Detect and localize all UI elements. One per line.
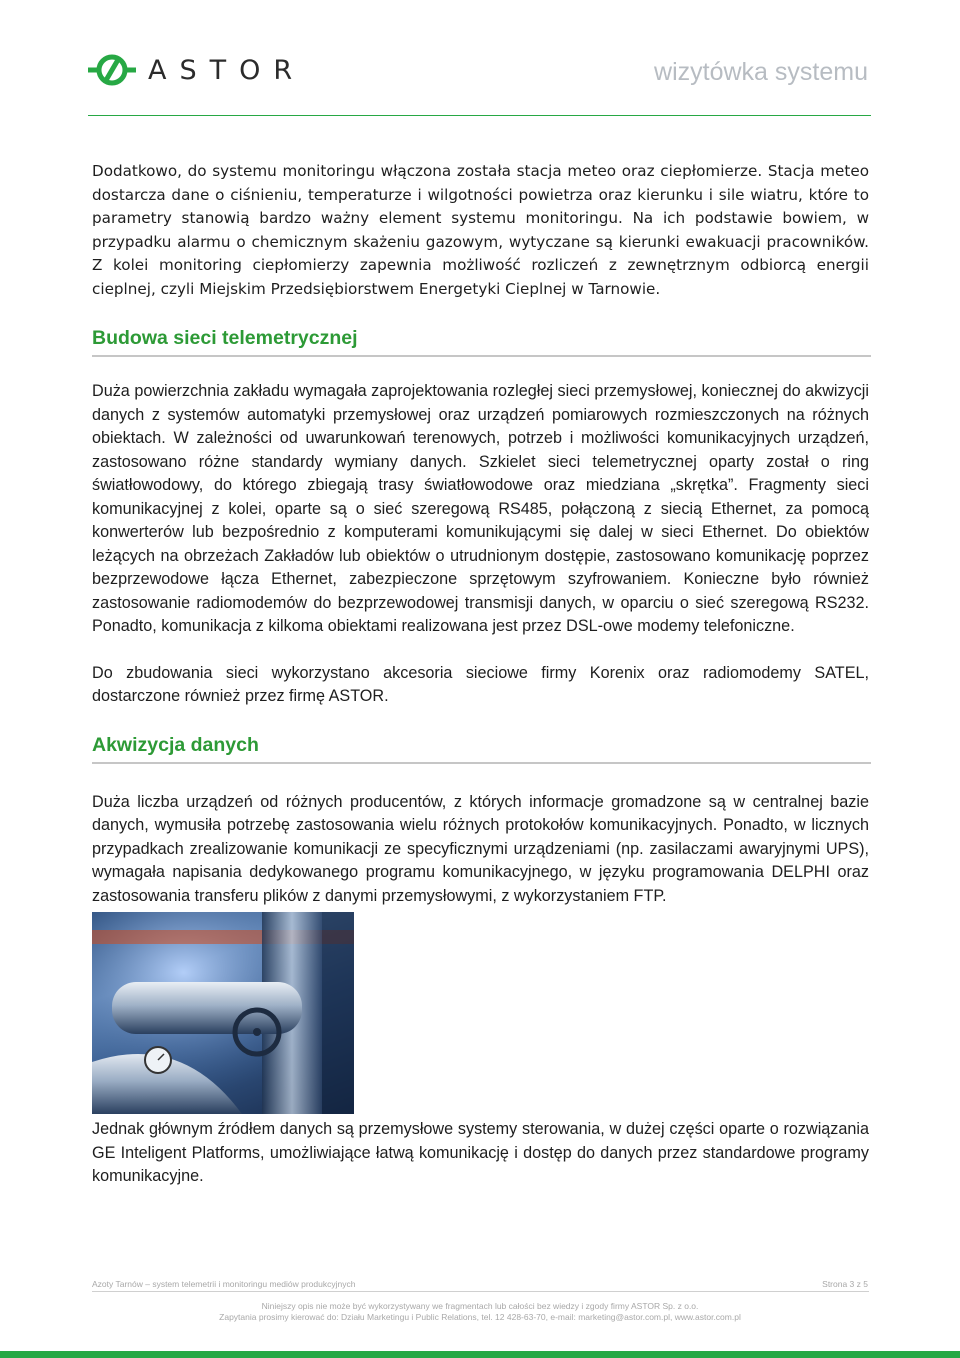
paragraph-network: Duża powierzchnia zakładu wymagała zaprojektowania rozległej sieci przemysłowej, koniecznej do akwizycji danych z systemów automatyki przemysłowej oraz urządzeń pomiarowych rozmieszczonych na różnych obiektach. W zależności od uwarunkowań terenowych, potrzeb i możliwości komunikacyjnych urządzeń, zastosowano różne standardy wymiany danych. Szkielet sieci telemetrycznej oparty został o ring światłowodowy, do którego zbiegają trasy światłowodowe oraz miedziana „skrętka”. Fragmenty sieci komunikacyjnej z kolei, oparte są o sieć szeregową RS485, połączoną z siecią Ethernet, za pomocą konwerterów lub bezpośrednio z komputerami komunikującymi się dalej w sieci Ethernet. Do obiektów leżących na obrzeżach Zakładów lub obiektów o utrudnionym dostępie, zastosowano komunikację poprzez bezprzewodowe łącza Ethernet, zabezpieczone sprzętowym szyfrowaniem. Konieczne było również zastosowanie radiomodemów do bezprzewodowej transmisji danych, w oparciu o sieć szeregową RS232. Ponadto, komunikacja z kilkoma obiektami realizowana jest przez DSL-owe modemy telefoniczne. <box>92 382 869 635</box>
paragraph-acquisition: Duża liczba urządzeń od różnych producentów, z których informacje gromadzone są w centralnej bazie danych, wymusiła potrzebę zastosowania wielu różnych protokołów komunikacyjnych. Ponadto, w licznych przypadkach zrealizowanie komunikacji ze specyficznymi urządzeniami (np. zasilaczami awaryjnymi UPS), wymagała napisania dedykowanego programu komunikacyjnego, w języku programowania DELPHI oraz zastosowania transferu plików z danymi przemysłowymi, z wykorzystaniem FTP. <box>92 792 869 905</box>
footer-contact-notice: Zapytania prosimy kierować do: Działu Marketingu i Public Relations, tel. 12 428-63-70, e-mail: marketing@astor.com.pl, www.astor.com.pl <box>219 1312 741 1322</box>
footer-document-title: Azoty Tarnów – system telemetrii i monitoringu mediów produkcyjnych <box>92 1279 356 1289</box>
logo <box>88 52 305 88</box>
paragraph-intro: Dodatkowo, do systemu monitoringu włączona została stacja meteo oraz ciepłomierze. Stacja meteo dostarcza dane o ciśnieniu, temperaturze i wilgotności powietrza oraz kierunku i sile wiatru, które to parametry stanowią bardzo ważny element systemu monitoringu. Na ich podstawie bowiem, w przypadku alarmu o chemicznym skażeniu gazowym, wytyczane są kierunki ewakuacji pracowników. Z kolei monitoring ciepłomierzy zapewnia możliwość rozliczeń z zewnętrznym odbiorcą energii cieplnej, czyli Miejskim Przedsiębiorstwem Energetyki Cieplnej w Tarnowie. <box>92 162 869 298</box>
industrial-pipes-photo <box>92 912 354 1114</box>
astor-logo-icon <box>88 52 136 88</box>
page-header <box>0 0 960 120</box>
header-divider <box>88 115 871 116</box>
paragraph-network-2: Do zbudowania sieci wykorzystano akcesoria sieciowe firmy Korenix oraz radiomodemy SATEL, dostarczone również przez firmę ASTOR. <box>92 663 869 705</box>
footer-divider <box>92 1291 869 1292</box>
heading-acquisition: Akwizycja danych <box>92 733 259 756</box>
header-title: wizytówka systemu <box>654 58 868 86</box>
logo-text: ASTOR <box>148 54 306 86</box>
heading-network: Budowa sieci telemetrycznej <box>92 327 358 349</box>
paragraph-final: Jednak głównym źródłem danych są przemysłowe systemy sterowania, w dużej części oparte o rozwiązania GE Inteligent Platforms, umożliwiające łatwą komunikację i dostęp do danych przez standardowe programy komunikacyjne. <box>92 1120 869 1185</box>
document-body <box>92 160 869 1189</box>
footer-copyright-notice: Niniejszy opis nie może być wykorzystywany we fragmentach lub całości bez wiedzy i zgody firmy ASTOR Sp. z o.o. <box>261 1301 699 1311</box>
bottom-accent-bar <box>0 1351 960 1358</box>
footer-page-number: Strona 3 z 5 <box>822 1279 868 1289</box>
